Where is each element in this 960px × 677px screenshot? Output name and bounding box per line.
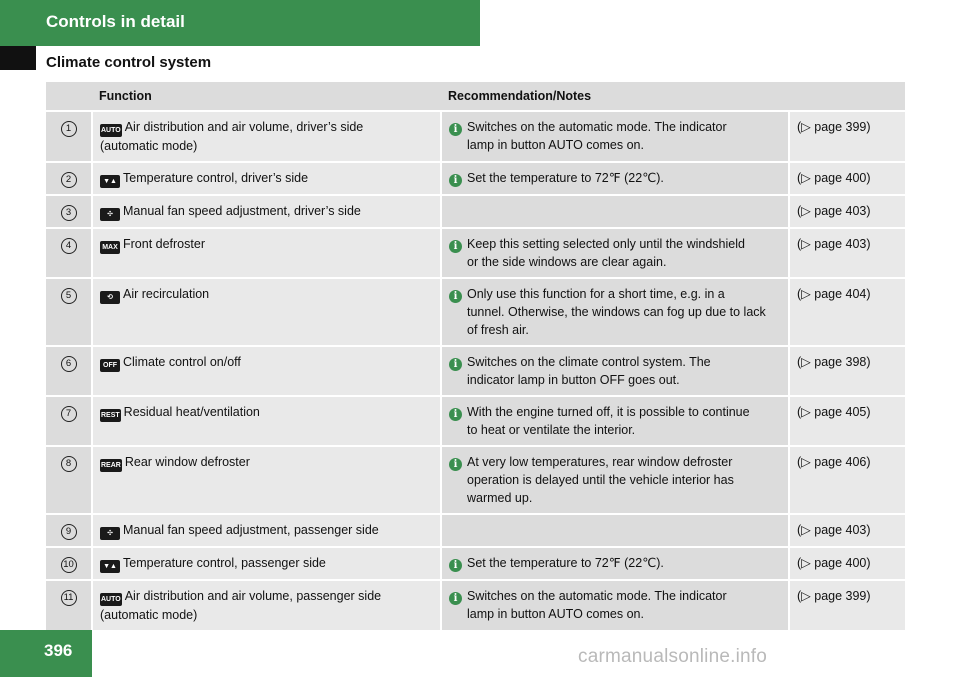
table-row — [46, 514, 905, 547]
chapter-header — [0, 0, 480, 46]
page-reference: (▷ page 405) — [789, 396, 905, 446]
function-text: Front defroster — [123, 237, 205, 251]
row-number-cell — [46, 580, 92, 631]
row-number: 8 — [61, 456, 77, 472]
row-number-cell — [46, 547, 92, 580]
watermark: carmanualsonline.info — [578, 646, 768, 667]
function-text: (automatic mode) — [100, 139, 198, 153]
page-reference: (▷ page 398) — [789, 346, 905, 396]
row-number-cell — [46, 228, 92, 278]
function-cell — [92, 514, 441, 547]
info-icon: i — [449, 592, 462, 605]
function-text: Manual fan speed adjustment, driver’s side — [123, 204, 361, 218]
notes-cell — [441, 195, 789, 228]
row-number-cell — [46, 162, 92, 195]
note-line — [449, 136, 781, 154]
note-line — [449, 489, 781, 507]
note-text: tunnel. Otherwise, the windows can fog up due to lack — [467, 305, 766, 319]
function-cell — [92, 580, 441, 631]
function-text: Air distribution and air volume, driver’s side — [124, 120, 364, 134]
notes-cell — [441, 111, 789, 162]
note-text: Set the temperature to 72℉ (22℃). — [467, 556, 664, 570]
note-line — [449, 421, 781, 439]
header-notes: Recommendation/Notes — [441, 82, 789, 111]
row-number: 11 — [61, 590, 77, 606]
table-row — [46, 278, 905, 346]
function-cell — [92, 396, 441, 446]
function-text: Climate control on/off — [123, 355, 241, 369]
function-text: Rear window defroster — [124, 455, 250, 469]
table-row — [46, 228, 905, 278]
row-number-cell — [46, 396, 92, 446]
row-number-cell — [46, 278, 92, 346]
control-button-icon: AUTO — [100, 124, 122, 137]
note-line — [449, 253, 781, 271]
info-icon: i — [449, 458, 462, 471]
row-number: 1 — [61, 121, 77, 137]
row-number: 6 — [61, 356, 77, 372]
note-line — [449, 353, 781, 371]
note-text: or the side windows are clear again. — [467, 255, 667, 269]
notes-cell — [441, 514, 789, 547]
info-icon: i — [449, 358, 462, 371]
note-line — [449, 371, 781, 389]
function-text: Air distribution and air volume, passenger side — [124, 589, 382, 603]
row-number: 3 — [61, 205, 77, 221]
row-number: 9 — [61, 524, 77, 540]
note-text: to heat or ventilate the interior. — [467, 423, 636, 437]
row-number: 2 — [61, 172, 77, 188]
control-button-icon: ✣ — [100, 527, 120, 540]
function-cell — [92, 195, 441, 228]
chapter-title: Controls in detail — [46, 12, 185, 31]
notes-cell — [441, 162, 789, 195]
table-row — [46, 346, 905, 396]
note-line — [449, 118, 781, 136]
control-button-icon: REAR — [100, 459, 122, 472]
page-reference: (▷ page 399) — [789, 580, 905, 631]
notes-cell — [441, 446, 789, 514]
note-text: lamp in button AUTO comes on. — [467, 607, 644, 621]
function-text: Manual fan speed adjustment, passenger side — [123, 523, 379, 537]
row-number: 4 — [61, 238, 77, 254]
function-cell — [92, 111, 441, 162]
control-button-icon: ▼▲ — [100, 560, 120, 573]
info-icon: i — [449, 559, 462, 572]
note-line — [449, 285, 781, 303]
function-text: Residual heat/ventilation — [123, 405, 260, 419]
function-cell — [92, 278, 441, 346]
function-text: Temperature control, passenger side — [123, 556, 326, 570]
note-line — [449, 453, 781, 471]
function-cell — [92, 162, 441, 195]
table-row — [46, 396, 905, 446]
table-row — [46, 162, 905, 195]
section-title: Climate control system — [46, 54, 212, 71]
note-line — [449, 605, 781, 623]
row-number-cell — [46, 346, 92, 396]
page-reference: (▷ page 399) — [789, 111, 905, 162]
control-button-icon: ⟲ — [100, 291, 120, 304]
table-row — [46, 195, 905, 228]
header-number-cell — [46, 82, 92, 111]
page-reference: (▷ page 406) — [789, 446, 905, 514]
table-row — [46, 111, 905, 162]
notes-cell — [441, 346, 789, 396]
note-line — [449, 403, 781, 421]
function-cell — [92, 346, 441, 396]
page-reference: (▷ page 404) — [789, 278, 905, 346]
note-text: indicator lamp in button OFF goes out. — [467, 373, 680, 387]
note-text: Only use this function for a short time, e.g. in a — [467, 287, 725, 301]
info-icon: i — [449, 408, 462, 421]
row-number: 5 — [61, 288, 77, 304]
control-button-icon: OFF — [100, 359, 120, 372]
row-number-cell — [46, 514, 92, 547]
note-line — [449, 554, 781, 572]
table-row — [46, 446, 905, 514]
note-line — [449, 169, 781, 187]
note-text: of fresh air. — [467, 323, 529, 337]
table-header-row — [46, 82, 905, 111]
note-text: At very low temperatures, rear window defroster — [467, 455, 733, 469]
row-number-cell — [46, 446, 92, 514]
notes-cell — [441, 228, 789, 278]
control-button-icon: REST — [100, 409, 121, 422]
note-text: Switches on the climate control system. The — [467, 355, 711, 369]
row-number-cell — [46, 195, 92, 228]
page-reference: (▷ page 403) — [789, 514, 905, 547]
note-text: Switches on the automatic mode. The indicator — [467, 589, 727, 603]
info-icon: i — [449, 240, 462, 253]
page-reference: (▷ page 403) — [789, 228, 905, 278]
control-button-icon: ▼▲ — [100, 175, 120, 188]
info-icon: i — [449, 290, 462, 303]
note-text: Set the temperature to 72℉ (22℃). — [467, 171, 664, 185]
note-text: With the engine turned off, it is possible to continue — [467, 405, 750, 419]
note-line — [449, 321, 781, 339]
control-button-icon: MAX — [100, 241, 120, 254]
header-page-cell — [789, 82, 905, 111]
control-button-icon: AUTO — [100, 593, 122, 606]
note-line — [449, 303, 781, 321]
row-number-cell — [46, 111, 92, 162]
row-number: 7 — [61, 406, 77, 422]
page-reference: (▷ page 400) — [789, 162, 905, 195]
note-text: warmed up. — [467, 491, 533, 505]
function-cell — [92, 446, 441, 514]
table-row — [46, 547, 905, 580]
page-number: 396 — [0, 630, 92, 677]
notes-cell — [441, 396, 789, 446]
notes-cell — [441, 278, 789, 346]
note-text: operation is delayed until the vehicle interior has — [467, 473, 734, 487]
controls-table — [46, 82, 905, 632]
control-button-icon: ✣ — [100, 208, 120, 221]
info-icon: i — [449, 174, 462, 187]
notes-cell — [441, 580, 789, 631]
function-cell — [92, 228, 441, 278]
row-number: 10 — [61, 557, 77, 573]
function-cell — [92, 547, 441, 580]
page-reference: (▷ page 403) — [789, 195, 905, 228]
function-text: Air recirculation — [123, 287, 210, 301]
function-text: Temperature control, driver’s side — [123, 171, 309, 185]
function-text: (automatic mode) — [100, 608, 198, 622]
side-tab-marker — [0, 46, 36, 70]
note-line — [449, 235, 781, 253]
header-function: Function — [92, 82, 441, 111]
note-text: Keep this setting selected only until the windshield — [467, 237, 745, 251]
page-reference: (▷ page 400) — [789, 547, 905, 580]
note-text: Switches on the automatic mode. The indicator — [467, 120, 727, 134]
note-line — [449, 587, 781, 605]
note-text: lamp in button AUTO comes on. — [467, 138, 644, 152]
note-line — [449, 471, 781, 489]
table-row — [46, 580, 905, 631]
notes-cell — [441, 547, 789, 580]
info-icon: i — [449, 123, 462, 136]
